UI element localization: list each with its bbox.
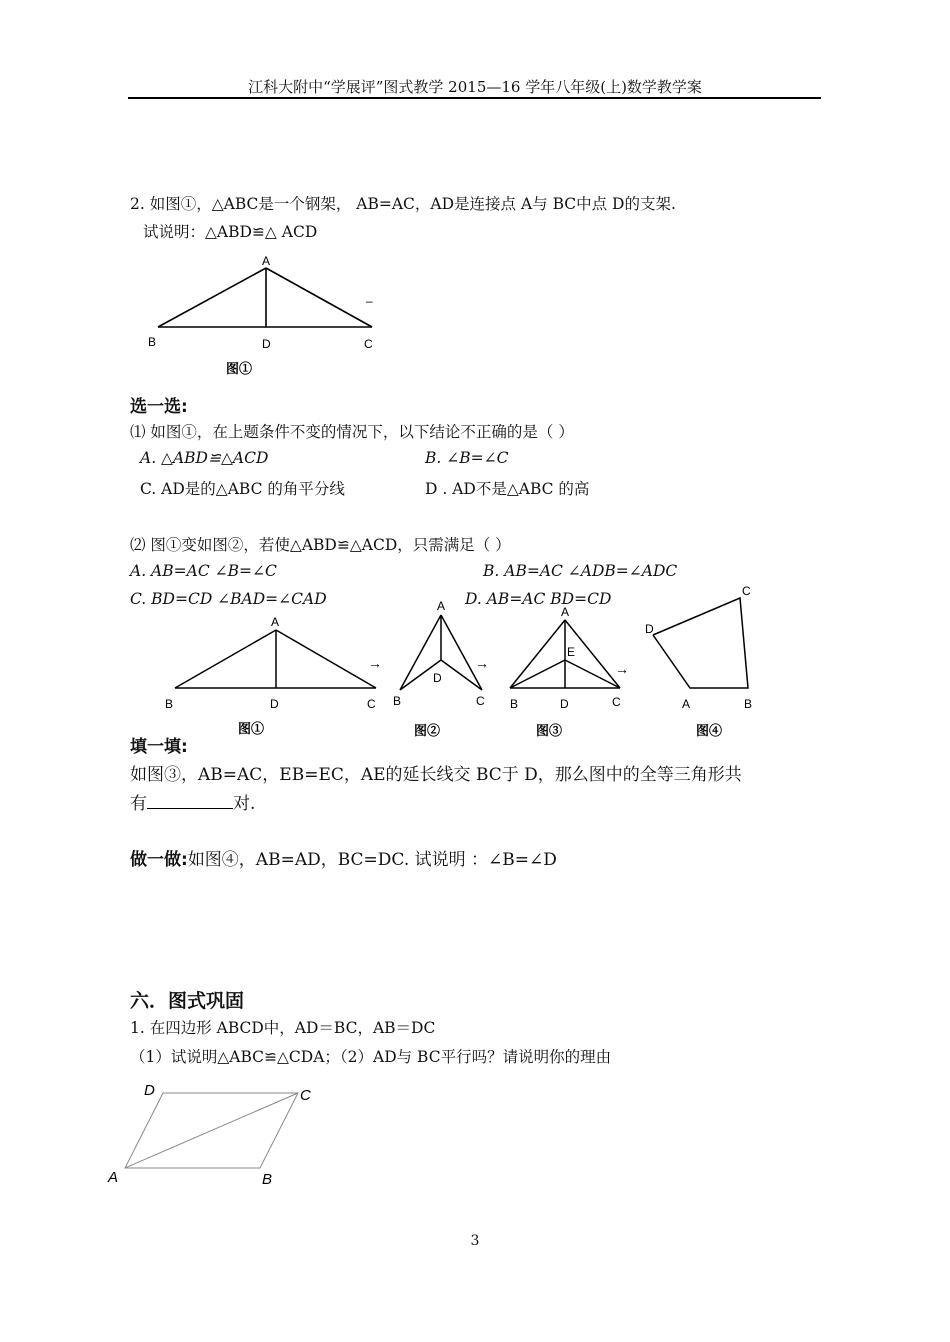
figure-1-top <box>140 250 390 380</box>
fill-question-line2 <box>130 789 255 814</box>
quad-label-a: A <box>108 1169 119 1186</box>
figure-1-row <box>175 630 376 688</box>
fig1-label-d: D <box>270 697 279 711</box>
problem-2-statement: 2. 如图①，△ABC是一个钢架， AB=AC，AD是连接点 A与 BC中点 D的支架. <box>130 195 676 213</box>
figures-row <box>160 580 770 740</box>
header-rule <box>128 97 821 99</box>
fig4-label-c: C <box>742 584 751 598</box>
fig1-top-caption: 图① <box>226 361 253 376</box>
arrow-2: → <box>475 655 489 671</box>
fig1-top-label-c: C <box>364 337 373 351</box>
choose-q1-stem: ⑴ 如图①，在上题条件不变的情况下，以下结论不正确的是（ ） <box>130 423 574 441</box>
problem-2-question: 试说明：△ABD≌△ ACD <box>143 223 318 241</box>
section-6-question-1: 1. 在四边形 ABCD中，AD＝BC，AB＝DC <box>130 1019 436 1037</box>
fig2-label-d: D <box>433 671 442 685</box>
fig4-label-a: A <box>682 697 691 711</box>
fig3-label-c: C <box>612 695 621 709</box>
fig4-label-d: D <box>645 622 654 636</box>
fig1-label-b: B <box>165 697 174 711</box>
section-6-question-1-sub: （1）试说明△ABC≌△CDA；（2）AD与 BC平行吗？请说明你的理由 <box>130 1048 612 1066</box>
doit-text: 如图④，AB=AD，BC=DC. 试说明 ：∠B=∠D <box>187 850 557 870</box>
fig1-top-dash: – <box>366 294 373 308</box>
fig2-label-b: B <box>393 694 402 708</box>
fig1-top-label-d: D <box>262 337 271 351</box>
quad-label-c: C <box>300 1087 311 1104</box>
figure-quadrilateral <box>100 1075 340 1195</box>
fill-heading: 填一填: <box>130 737 188 757</box>
fig2-label-a: A <box>437 599 446 613</box>
fig3-label-e: E <box>567 645 576 659</box>
fig2-label-c: C <box>476 694 485 708</box>
choose-q2-option-d: D. AB=AC BD=CD <box>465 590 612 608</box>
section-6-heading: 六．图式巩固 <box>130 990 245 1012</box>
fig1-label-c: C <box>367 697 376 711</box>
doit-heading: 做一做: <box>130 850 188 870</box>
fill-question: 如图③，AB=AC，EB=EC，AE的延长线交 BC于 D，那么图中的全等三角形共 <box>130 765 742 785</box>
fig1-top-label-b: B <box>148 335 157 349</box>
fig3-label-a: A <box>561 605 570 619</box>
quad-label-d: D <box>144 1082 155 1099</box>
choose-q2-option-a: A. AB=AC ∠B=∠C <box>130 562 277 580</box>
fig3-label-d: D <box>560 697 569 711</box>
page-header-title: 江科大附中“学展评”图式教学 2015—16 学年八年级(上)数学教学案 <box>248 78 702 96</box>
choose-q2-stem: ⑵ 图①变如图②，若使△ABD≌△ACD，只需满足（ ） <box>130 536 511 554</box>
fig3-caption: 图③ <box>536 723 563 738</box>
arrow-1: → <box>368 655 382 671</box>
choose-q2-option-b: B. AB=AC ∠ADB=∠ADC <box>483 562 678 580</box>
answer-blank[interactable] <box>147 793 233 809</box>
fill-suffix: 对. <box>233 794 256 814</box>
page-number: 3 <box>470 1233 480 1249</box>
fig2-caption: 图② <box>414 723 441 738</box>
arrow-3: → <box>615 661 629 677</box>
fill-prefix: 有 <box>130 794 147 814</box>
fig3-label-b: B <box>510 697 519 711</box>
quad-label-b: B <box>262 1171 273 1188</box>
choose-q1-option-a: A. △ABD≌△ACD <box>140 449 269 467</box>
choose-q1-option-c: C. AD是的△ABC 的角平分线 <box>140 480 345 498</box>
fig1-label-a: A <box>271 615 280 629</box>
figure-4-row <box>653 598 748 688</box>
figure-3-row <box>510 620 620 688</box>
fig1-top-label-a: A <box>262 254 271 268</box>
choose-q1-option-b: B. ∠B=∠C <box>425 449 509 467</box>
fig4-caption: 图④ <box>696 723 723 738</box>
fig4-label-b: B <box>744 697 753 711</box>
fig1-caption: 图① <box>238 721 265 736</box>
doit-line <box>130 845 557 870</box>
choose-heading: 选一选: <box>130 397 188 417</box>
choose-q2-option-c: C. BD=CD ∠BAD=∠CAD <box>130 590 327 608</box>
choose-q1-option-d: D . AD不是△ABC 的高 <box>425 480 590 498</box>
